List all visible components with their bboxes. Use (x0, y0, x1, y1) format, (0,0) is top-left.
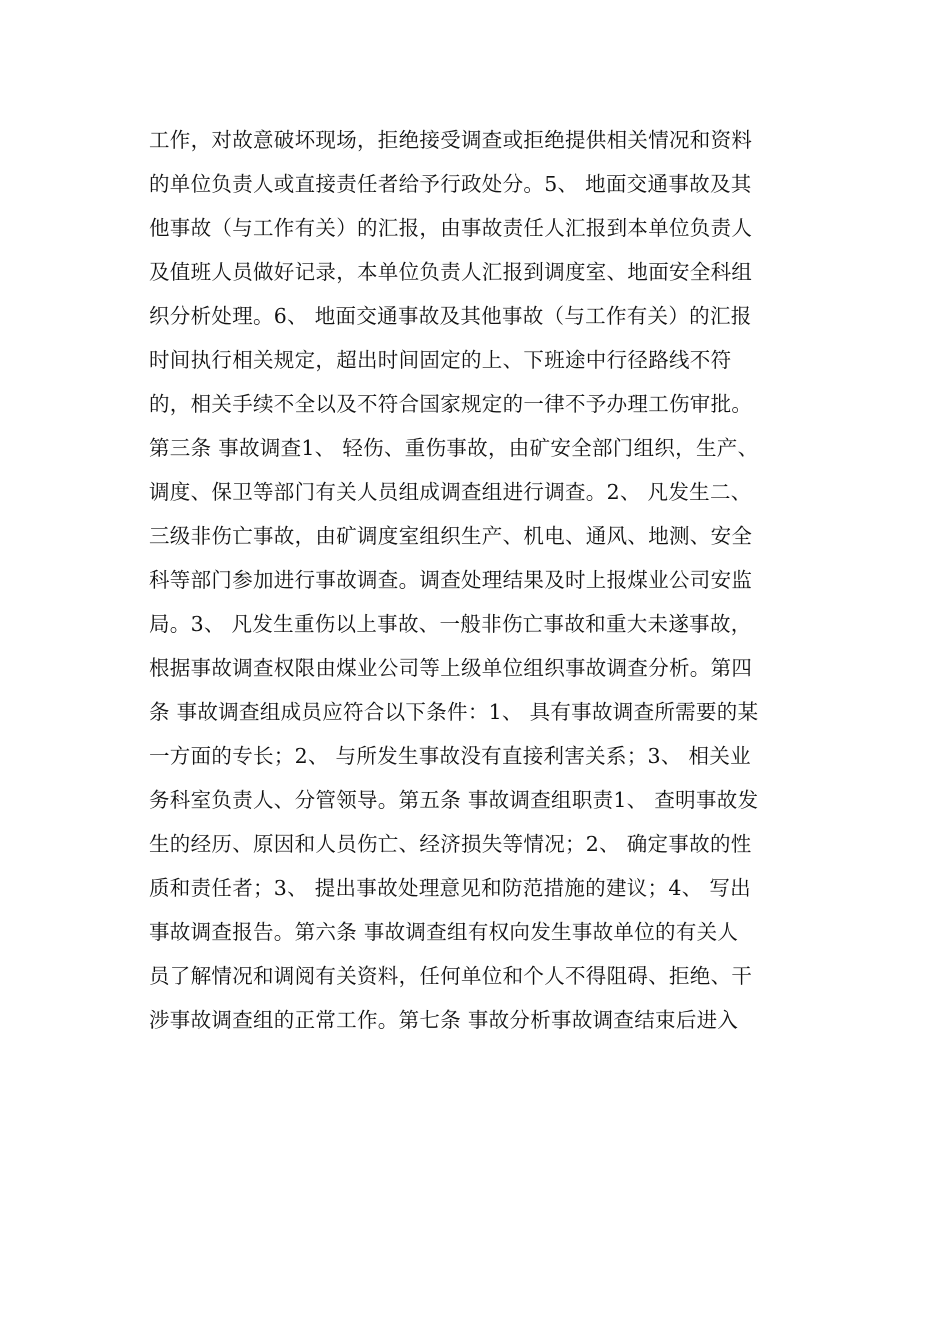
text-line: 科等部门参加进行事故调查。调查处理结果及时上报煤业公司安监 (149, 568, 753, 592)
text-line: 局。3、 凡发生重伤以上事故、一般非伤亡事故和重大未遂事故， (149, 612, 752, 636)
text-line: 他事故（与工作有关）的汇报，由事故责任人汇报到本单位负责人 (149, 216, 753, 240)
text-line: 调度、保卫等部门有关人员组成调查组进行调查。2、 凡发生二、 (149, 480, 752, 504)
text-line: 条 事故调查组成员应符合以下条件：1、 具有事故调查所需要的某 (149, 700, 759, 724)
text-line: 涉事故调查组的正常工作。第七条 事故分析事故调查结束后进入 (149, 1008, 739, 1032)
text-line: 一方面的专长；2、 与所发生事故没有直接利害关系；3、 相关业 (149, 744, 751, 768)
text-line: 员了解情况和调阅有关资料，任何单位和个人不得阻碍、拒绝、干 (149, 964, 753, 988)
text-line: 织分析处理。6、 地面交通事故及其他事故（与工作有关）的汇报 (149, 304, 752, 328)
body-text (149, 118, 809, 1042)
text-line: 根据事故调查权限由煤业公司等上级单位组织事故调查分析。第四 (149, 656, 753, 680)
text-line: 质和责任者；3、 提出事故处理意见和防范措施的建议；4、 写出 (149, 876, 751, 900)
text-line: 时间执行相关规定，超出时间固定的上、下班途中行径路线不符 (149, 348, 732, 372)
text-line: 事故调查报告。第六条 事故调查组有权向发生事故单位的有关人 (149, 920, 739, 944)
text-line: 务科室负责人、分管领导。第五条 事故调查组职责1、 查明事故发 (149, 788, 759, 812)
text-line: 的单位负责人或直接责任者给予行政处分。5、 地面交通事故及其 (149, 172, 752, 196)
text-line: 生的经历、原因和人员伤亡、经济损失等情况；2、 确定事故的性 (149, 832, 752, 856)
text-line: 第三条 事故调查1、 轻伤、重伤事故，由矿安全部门组织，生产、 (149, 436, 759, 460)
text-line: 的，相关手续不全以及不符合国家规定的一律不予办理工伤审批。 (149, 392, 753, 416)
text-line: 及值班人员做好记录，本单位负责人汇报到调度室、地面安全科组 (149, 260, 753, 284)
text-line: 工作，对故意破坏现场，拒绝接受调查或拒绝提供相关情况和资料 (149, 128, 753, 152)
text-line: 三级非伤亡事故，由矿调度室组织生产、机电、通风、地测、安全 (149, 524, 753, 548)
